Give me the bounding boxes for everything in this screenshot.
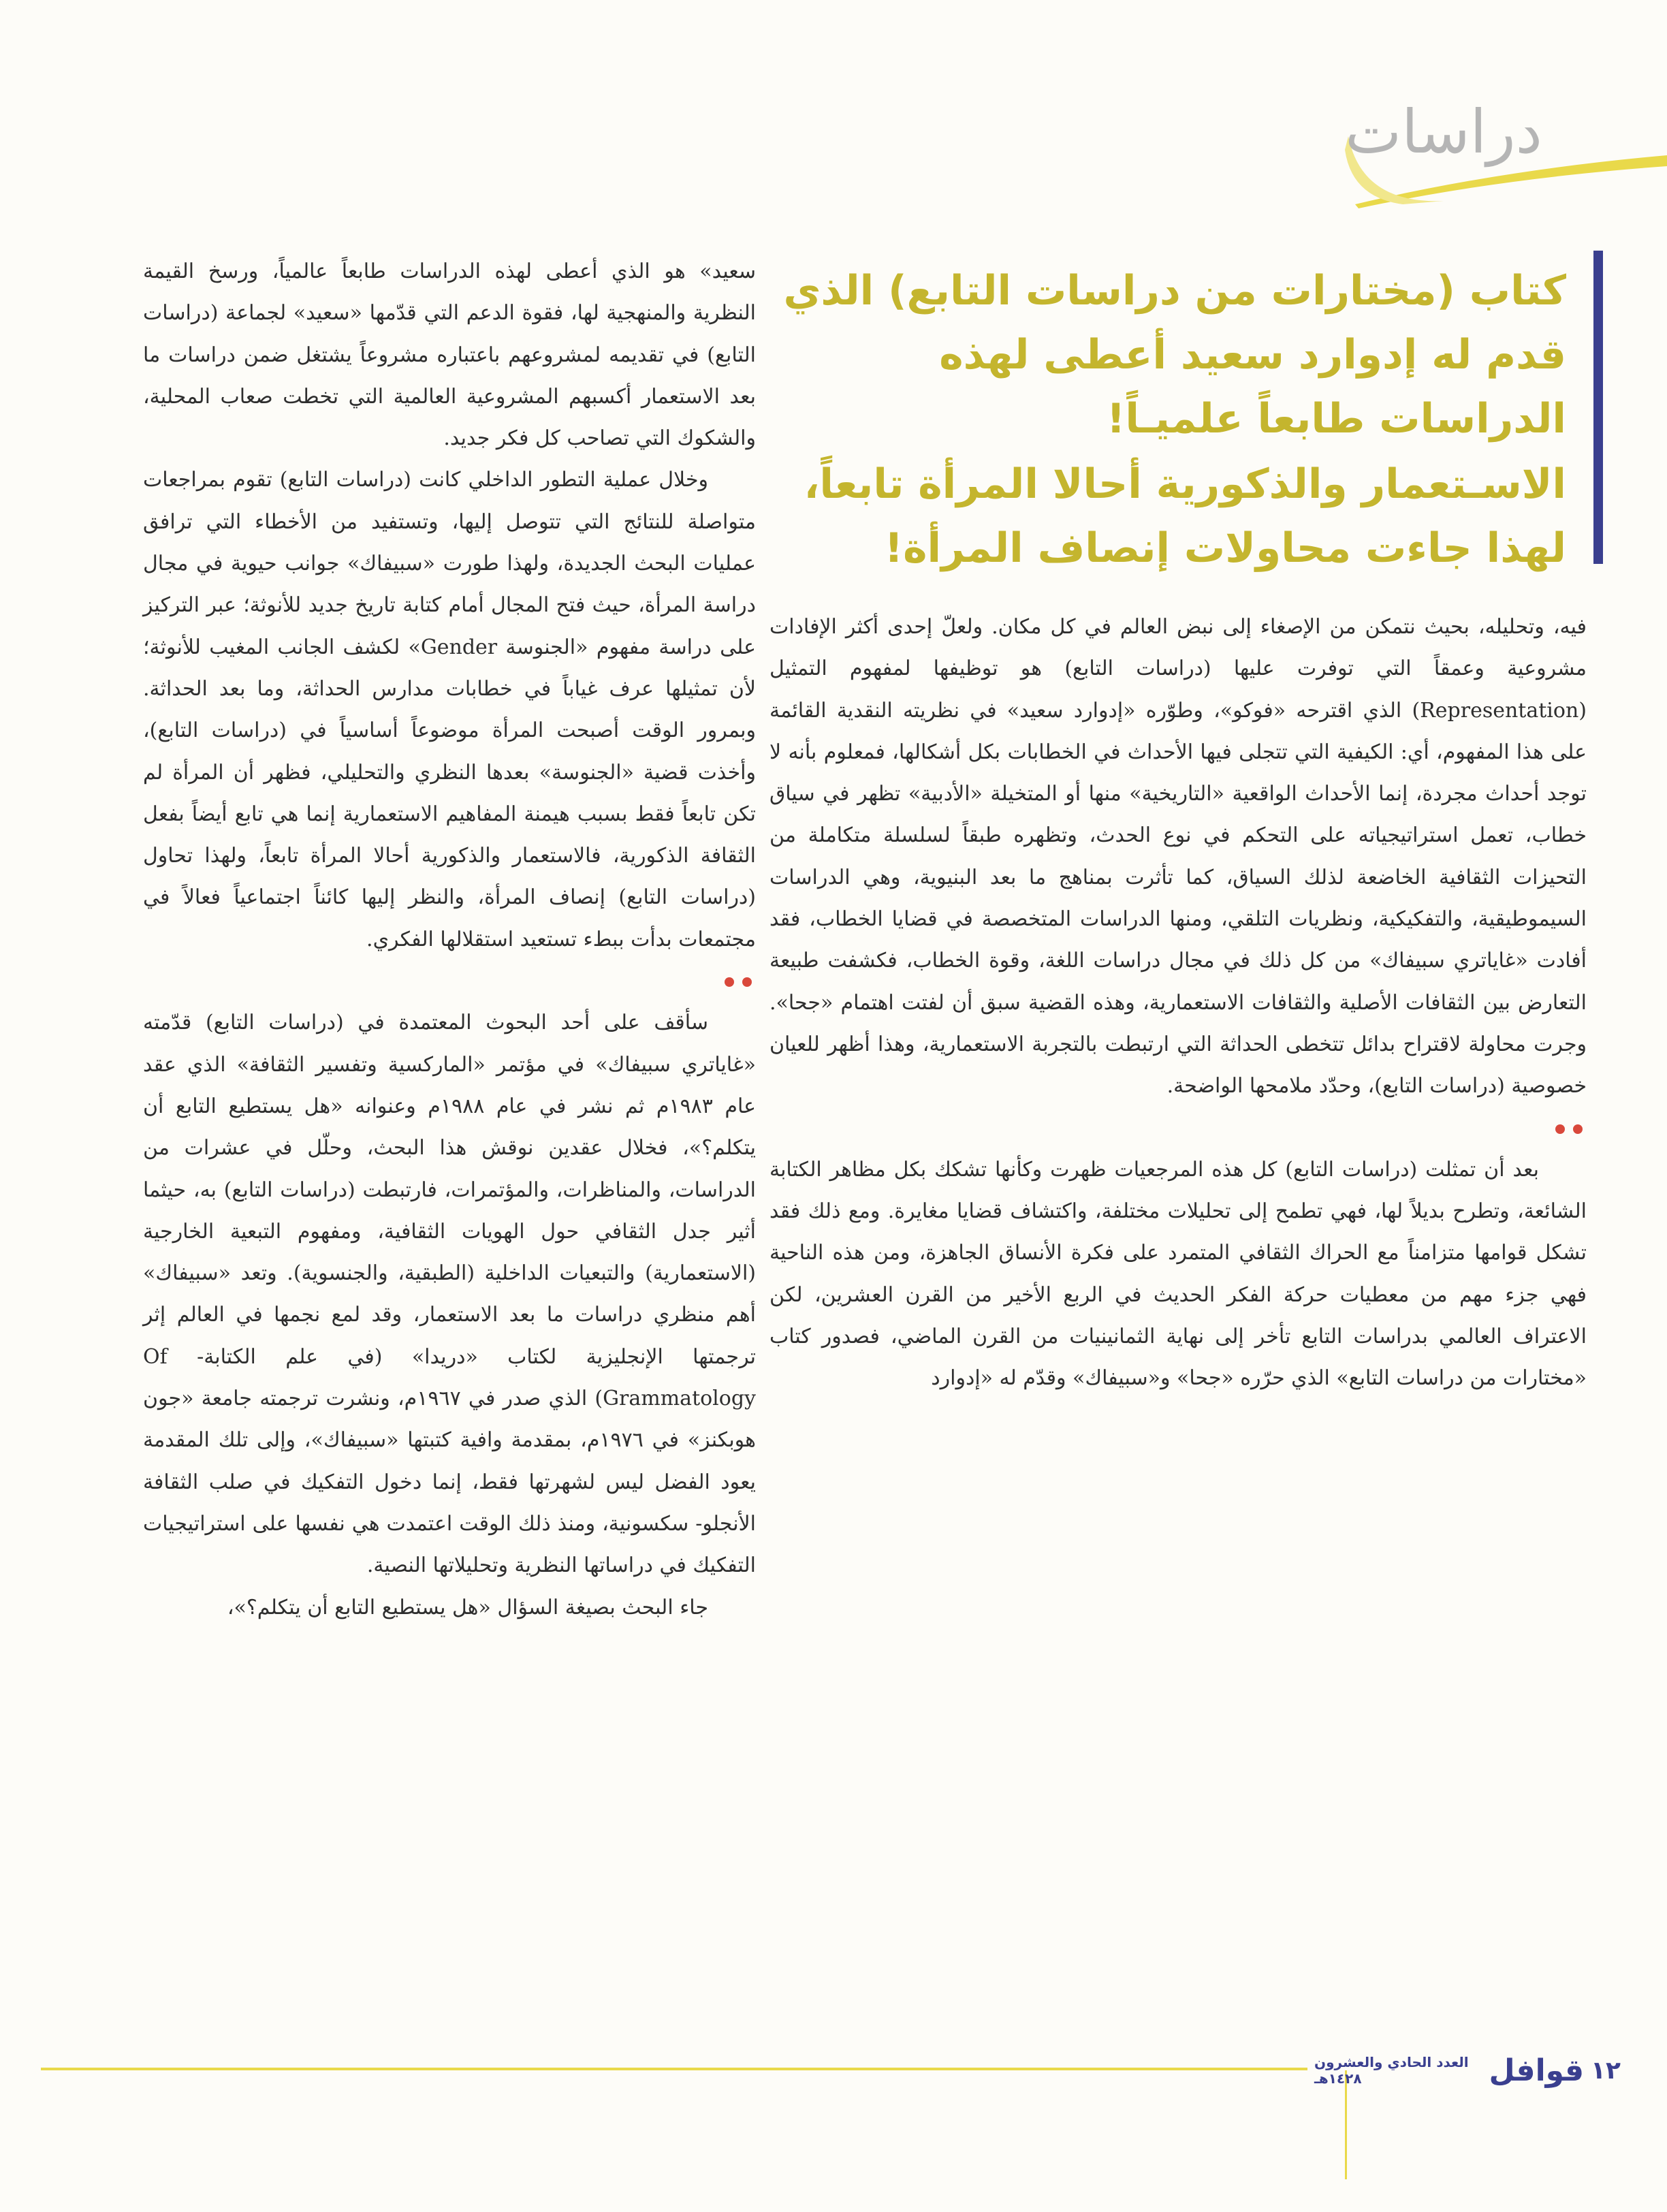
- paragraph: سأقف على أحد البحوث المعتمدة في (دراسات التابع) قدّمته «غاياتري سبيفاك» في مؤتمر «الماركسية وتفسير الثقافة» الذي عقد عام ١٩٨٣م ثم نشر في عام ١٩٨٨م وعنوانه «هل يستطيع التابع أن يتكلم؟»، فخلال عقدين نوقش هذا البحث، وحلّل في عشرات من الدراسات، والمناظرات، والمؤتمرات، فارتبطت (دراسات التابع) به، حيثما أثير جدل الثقافي حول الهويات الثقافية، ومفهوم التبعية الخارجية (الاستعمارية) والتبعيات الداخلية (الطبقية، والجنسوية). وتعد «سبيفاك» أهم منظري دراسات ما بعد الاستعمار، وقد لمع نجمها في العالم إثر ترجمتها الإنجليزية لكتاب «دريدا» (في علم الكتابة- Of Grammatology) الذي صدر في ١٩٦٧م، ونشرت ترجمته جامعة «جون هوبكنز» في ١٩٧٦م، بمقدمة وافية كتبتها «سبيفاك»، وإلى تلك المقدمة يعود الفضل ليس لشهرتها فقط، إنما دخول التفكيك في صلب الثقافة الأنجلو- سكسونية، ومنذ ذلك الوقت اعتمدت هي نفسها على استراتيجيات التفكيك في دراساتها النظرية وتحليلاتها النصية.: [143, 1011, 756, 1578]
- paragraph: فيه، وتحليله، بحيث نتمكن من الإصغاء إلى نبض العالم في كل مكان. ولعلّ إحدى أكثر الإفادات مشروعية وعمقاً التي توفرت عليها (دراسات التابع) هو توظيفها لمفهوم التمثيل (Representation) الذي اقترحه «فوكو»، وطوّره «إدوارد سعيد» في نظريته النقدية القائمة على هذا المفهوم، أي: الكيفية التي تتجلى فيها الأحداث في الخطابات بكل أشكالها، فمعلوم بأنه لا توجد أحداث مجردة، إنما الأحداث الواقعية «التاريخية» منها أو المتخيلة «الأدبية» تظهر في سياق خطاب، تعمل استراتيجياته على التحكم في نوع الحدث، وتظهره طبقاً لسلسلة متكاملة من التحيزات الثقافية الخاضعة لذلك السياق، كما تأثرت بمناهج ما بعد البنيوية، وهي الدراسات السيموطيقية، والتفكيكية، ونظريات التلقي، ومنها الدراسات المتخصصة في قضايا الخطاب، فقد أفادت «غاياتري سبيفاك» من كل ذلك في مجال دراسات اللغة، وقوة الخطاب، فكشفت طبيعة التعارض بين الثقافات الأصلية والثقافات الاستعمارية، وهذه القضية سبق أن لفتت اهتمام «جحا». وجرت محاولة لاقتراح بدائل تتخطى الحداثة التي ارتبطت بالتجربة الاستعمارية، وهذا أظهر للعيان خصوصية (دراسات التابع)، وحدّد ملامحها الواضحة.: [769, 615, 1587, 1099]
- section-divider-dots: [769, 1107, 1587, 1149]
- paragraph: سعيد» هو الذي أعطى لهذه الدراسات طابعاً عالمياً، ورسخ القيمة النظرية والمنهجية لها، فقوة الدعم التي قدّمها «سعيد» لجماعة (دراسات التابع) في تقديمه لمشروعهم باعتباره مشروعاً يشتغل ضمن دراسات ما بعد الاستعمار أكسبهم المشروعية العالمية التي تخطت صعاب المحلية، والشكوك التي تصاحب كل فكر جديد.: [143, 259, 756, 451]
- article-column-left: [143, 251, 756, 1628]
- magazine-logo: قوافل: [1489, 2053, 1585, 2088]
- dot-icon: [1555, 1124, 1565, 1134]
- article-column-right: [769, 606, 1587, 1400]
- paragraph: وخلال عملية التطور الداخلي كانت (دراسات التابع) تقوم بمراجعات متواصلة للنتائج التي تتوصل إليها، وتستفيد من الأخطاء التي ترافق عمليات البحث الجديدة، ولهذا طورت «سبيفاك» جوانب حيوية في مجال دراسة المرأة، حيث فتح المجال أمام كتابة تاريخ جديد للأنوثة؛ عبر التركيز على دراسة مفهوم «الجنوسة Gender» لكشف الجانب المغيب للأنوثة؛ لأن تمثيلها عرف غياباً في خطابات مدارس الحداثة، وما بعد الحداثة. وبمرور الوقت أصبحت المرأة موضوعاً أساسياً في (دراسات التابع)، وأخذت قضية «الجنوسة» بعدها النظري والتحليلي، فظهر أن المرأة لم تكن تابعاً فقط بسبب هيمنة المفاهيم الاستعمارية إنما هي تابع أيضاً بفعل الثقافة الذكورية، فالاستعمار والذكورية أحالا المرأة تابعاً، ولهذا تحاول (دراسات التابع) إنصاف المرأة، والنظر إليها كائناً اجتماعياً فعالاً في مجتمعات بدأت ببطء تستعيد استقلالها الفكري.: [143, 468, 756, 951]
- paragraph: جاء البحث بصيغة السؤال «هل يستطيع التابع أن يتكلم؟»،: [227, 1595, 708, 1620]
- headline-primary: كتاب (مختارات من دراسات التابع) الذي قدم له إدوارد سعيد أعطى لهذه الدراسات طابعاً علميـاً!: [783, 267, 1566, 443]
- dot-icon: [742, 977, 752, 987]
- issue-label: العدد الحادي والعشرون ١٤٢٨هـ: [1314, 2054, 1469, 2087]
- page-footer: [1314, 2043, 1621, 2098]
- paragraph: بعد أن تمثلت (دراسات التابع) كل هذه المرجعيات ظهرت وكأنها تشكك بكل مظاهر الكتابة الشائعة، وتطرح بديلاً لها، فهي تطمح إلى تحليلات مختلفة، واكتشاف قضايا مغايرة. ومع ذلك فقد تشكل قوامها متزامناً مع الحراك الثقافي المتمرد على فكرة الأنساق الجاهزة، ومن هذه الناحية فهي جزء مهم من معطيات حركة الفكر الحديث في الربع الأخير من القرن العشرين، لكن الاعتراف العالمي بدراسات التابع تأخر إلى نهاية الثمانينيات من القرن الماضي، فصدور كتاب «مختارات من دراسات التابع» الذي حرّره «جحا» و«سبيفاك» وقدّم له «إدوارد: [769, 1157, 1587, 1391]
- headline-secondary: الاسـتعمار والذكورية أحالا المرأة تابعاً، لهذا جاءت محاولات إنصاف المرأة!: [804, 460, 1566, 572]
- headline-box: [756, 251, 1603, 572]
- section-title: دراسات: [1345, 97, 1542, 167]
- section-divider-dots: [143, 960, 756, 1002]
- footer-rule: [41, 2068, 1307, 2070]
- page-number: ١٢: [1591, 2056, 1621, 2085]
- dot-icon: [1573, 1124, 1583, 1134]
- dot-icon: [725, 977, 734, 987]
